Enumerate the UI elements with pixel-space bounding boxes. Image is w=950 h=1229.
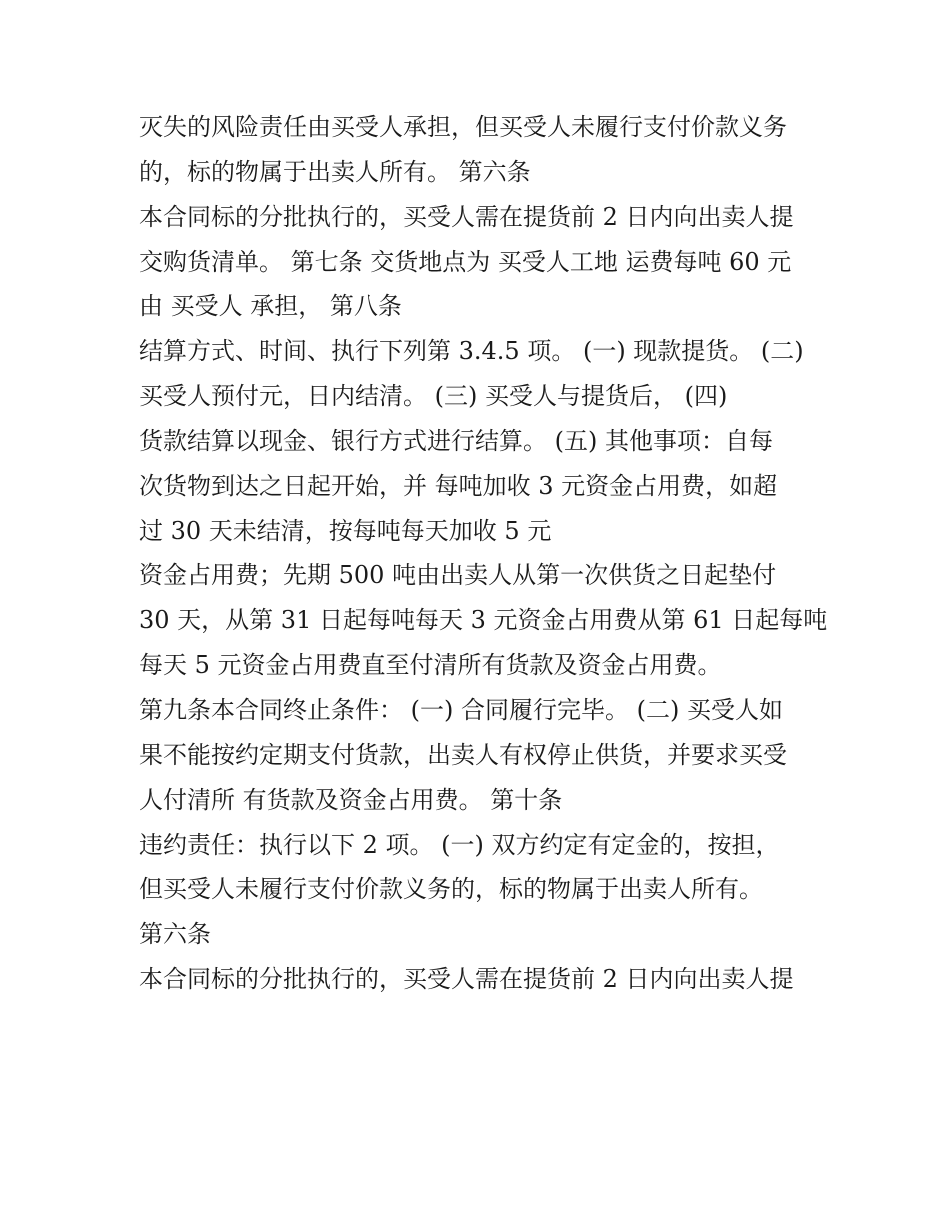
text-line: 果不能按约定期支付货款，出卖人有权停止供货，并要求买受 — [139, 740, 787, 769]
text-line: 过 30 天未结清，按每吨每天加收 5 元 — [139, 516, 552, 545]
text-line: 交购货清单。 第七条 交货地点为 买受人工地 运费每吨 60 元 — [139, 247, 792, 276]
text-line: 次货物到达之日起开始，并 每吨加收 3 元资金占用费，如超 — [139, 471, 778, 500]
text-line: 的，标的物属于出卖人所有。 第六条 — [139, 157, 531, 186]
text-line: 第六条 — [139, 920, 211, 949]
text-line: 每天 5 元资金占用费直至付清所有货款及资金占用费。 — [139, 651, 722, 680]
text-line: 本合同标的分批执行的，买受人需在提货前 2 日内向出卖人提 — [139, 965, 794, 994]
text-line: 本合同标的分批执行的，买受人需在提货前 2 日内向出卖人提 — [139, 202, 794, 231]
text-line: 30 天，从第 31 日起每吨每天 3 元资金占用费从第 61 日起每吨 — [139, 606, 828, 635]
text-line: 第九条本合同终止条件： (一) 合同履行完毕。 (二) 买受人如 — [139, 695, 783, 724]
text-line: 结算方式、时间、执行下列第 3.4.5 项。 (一) 现款提货。 (二) — [139, 337, 804, 366]
text-line: 由 买受人 承担， 第八条 — [139, 292, 402, 321]
text-line: 违约责任：执行以下 2 项。 (一) 双方约定有定金的，按担， — [139, 830, 780, 859]
text-line: 人付清所 有货款及资金占用费。 第十条 — [139, 785, 563, 814]
text-line: 但买受人未履行支付价款义务的，标的物属于出卖人所有。 — [139, 875, 763, 904]
text-line: 灭失的风险责任由买受人承担，但买受人未履行支付价款义务 — [139, 113, 787, 141]
document-body — [139, 105, 829, 1002]
text-line: 买受人预付元，日内结清。 (三) 买受人与提货后， (四) — [139, 382, 728, 411]
text-line: 货款结算以现金、银行方式进行结算。 (五) 其他事项：自每 — [139, 426, 773, 455]
text-line: 资金占用费；先期 500 吨由出卖人从第一次供货之日起垫付 — [139, 561, 777, 590]
